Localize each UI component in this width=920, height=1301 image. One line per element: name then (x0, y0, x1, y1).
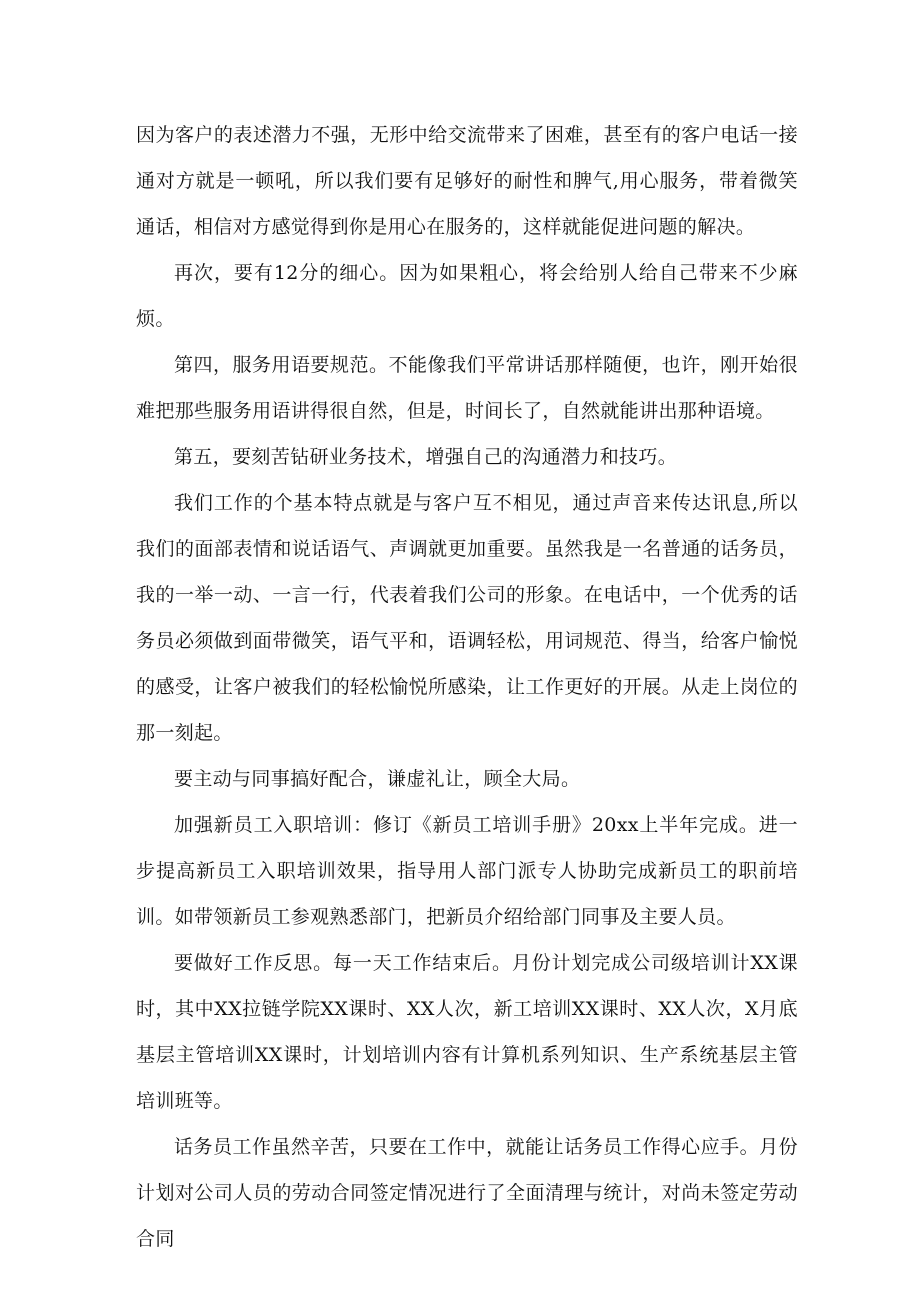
paragraph-8: 要做好工作反思。每一天工作结束后。月份计划完成公司级培训计XX课时，其中XX拉链学院XX课时、XX人次，新工培训XX课时、XX人次，X月底基层主管培训XX课时，计划培训内容有计算机系列知识、生产系统基层主管培训班等。 (136, 952, 798, 1112)
paragraph-6: 要主动与同事搞好配合，谦虚礼让，顾全大局。 (174, 768, 581, 790)
paragraph-3: 第四，服务用语要规范。不能像我们平常讲话那样随便，也许，刚开始很难把那些服务用语讲得很自然，但是，时间长了，自然就能讲出那种语境。 (136, 354, 798, 422)
paragraph-1: 因为客户的表述潜力不强，无形中给交流带来了困难，甚至有的客户电话一接通对方就是一顿吼，所以我们要有足够好的耐性和脾气,用心服务，带着微笑通话，相信对方感觉得到你是用心在服务的，这样就能促进问题的解决。 (136, 124, 798, 238)
paragraph-5: 我们工作的个基本特点就是与客户互不相见，通过声音来传达讯息,所以我们的面部表情和说话语气、声调就更加重要。虽然我是一名普通的话务员，我的一举一动、一言一行，代表着我们公司的形象。在电话中，一个优秀的话务员必须做到面带微笑，语气平和，语调轻松，用词规范、得当，给客户愉悦的感受，让客户被我们的轻松愉悦所感染，让工作更好的开展。从走上岗位的那一刻起。 (136, 492, 798, 744)
paragraph-2: 再次，要有12分的细心。因为如果粗心，将会给别人给自己带来不少麻烦。 (136, 262, 798, 330)
document-body (136, 112, 798, 1262)
paragraph-7: 加强新员工入职培训：修订《新员工培训手册》20xx上半年完成。进一步提高新员工入职培训效果，指导用人部门派专人协助完成新员工的职前培训。如带领新员工参观熟悉部门，把新员介绍给部门同事及主要人员。 (136, 814, 798, 928)
paragraph-4: 第五，要刻苦钻研业务技术，增强自己的沟通潜力和技巧。 (174, 446, 678, 468)
paragraph-9: 话务员工作虽然辛苦，只要在工作中，就能让话务员工作得心应手。月份计划对公司人员的劳动合同签定情况进行了全面清理与统计，对尚未签定劳动合同 (136, 1136, 798, 1250)
